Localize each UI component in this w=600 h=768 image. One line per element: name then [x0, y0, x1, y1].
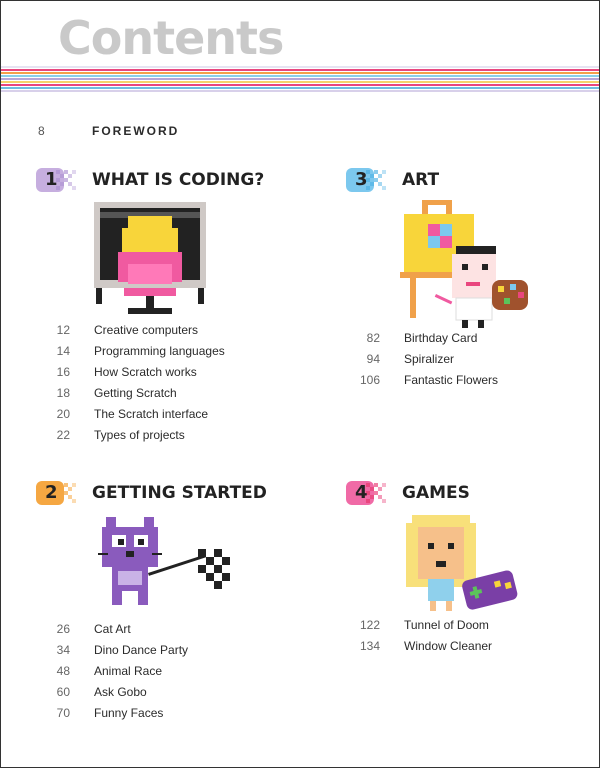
toc-entry-label: Programming languages: [94, 344, 225, 358]
stripe-line: [1, 66, 599, 68]
toc-entry-label: The Scratch interface: [94, 407, 209, 421]
toc-page-number: 106: [359, 373, 380, 387]
toc-entry-label: Animal Race: [94, 664, 163, 678]
page-title: Contents: [58, 11, 284, 65]
stripe-line: [1, 69, 599, 71]
toc-page-number: 122: [359, 618, 380, 632]
chapter-3-badge: [346, 168, 390, 192]
chapter-2-title: GETTING STARTED: [92, 483, 267, 503]
toc-entry-label: Window Cleaner: [404, 639, 493, 653]
toc-entry-label: Fantastic Flowers: [404, 373, 499, 387]
chapter-4-title: GAMES: [402, 483, 470, 503]
toc-entry-label: Tunnel of Doom: [404, 618, 489, 632]
toc-entry-label: Dino Dance Party: [94, 643, 189, 657]
decorative-stripes: [1, 66, 599, 93]
stripe-line: [1, 72, 599, 74]
toc-page-number: 18: [56, 386, 70, 400]
toc-page-number: 134: [359, 639, 380, 653]
toc-entry-label: Cat Art: [94, 622, 131, 636]
toc-entry-label: How Scratch works: [94, 365, 197, 379]
toc-page-number: 22: [56, 428, 70, 442]
toc-page-number: 70: [56, 706, 70, 720]
foreword-label: FOREWORD: [92, 124, 180, 138]
toc-entry-label: Funny Faces: [94, 706, 164, 720]
pixel-pattern-icon: [366, 170, 386, 190]
toc-page-number: 26: [56, 622, 70, 636]
stripe-line: [1, 81, 599, 83]
toc-page-number: 16: [56, 365, 70, 379]
painter-at-easel-icon: [400, 198, 530, 330]
girl-at-computer-icon: [94, 202, 206, 320]
toc-entry-label: Ask Gobo: [94, 685, 147, 699]
toc-page-number: 82: [366, 331, 380, 345]
girl-with-gamepad-icon: [406, 515, 520, 613]
chapter-1-title: WHAT IS CODING?: [92, 170, 265, 190]
pixel-pattern-icon: [56, 170, 76, 190]
toc-page-number: 20: [56, 407, 70, 421]
chapter-3-number: 3: [355, 169, 368, 190]
chapter-3-title: ART: [402, 170, 440, 190]
toc-entry-label: Spiralizer: [404, 352, 455, 366]
toc-entry-label: Birthday Card: [404, 331, 478, 345]
stripe-line: [1, 75, 599, 77]
cat-with-flag-icon: [98, 511, 238, 611]
foreword-page-number: 8: [38, 124, 45, 138]
chapter-4-number: 4: [355, 482, 368, 503]
chapter-1-number: 1: [45, 169, 58, 190]
stripe-line: [1, 90, 599, 92]
toc-entry-label: Types of projects: [94, 428, 185, 442]
chapter-1-badge: [36, 168, 80, 192]
stripe-line: [1, 78, 599, 80]
stripe-line: [1, 87, 599, 89]
chapter-2-badge: [36, 481, 80, 505]
toc-page-number: 12: [56, 323, 70, 337]
toc-page-number: 34: [56, 643, 70, 657]
toc-entry-label: Getting Scratch: [94, 386, 177, 400]
stripe-line: [1, 84, 599, 86]
toc-page-number: 94: [366, 352, 380, 366]
toc-page-number: 48: [56, 664, 70, 678]
pixel-pattern-icon: [366, 483, 386, 503]
pixel-pattern-icon: [56, 483, 76, 503]
toc-page-number: 14: [56, 344, 70, 358]
toc-page-number: 60: [56, 685, 70, 699]
chapter-2-number: 2: [45, 482, 58, 503]
chapter-4-badge: [346, 481, 390, 505]
toc-entry-label: Creative computers: [94, 323, 199, 337]
